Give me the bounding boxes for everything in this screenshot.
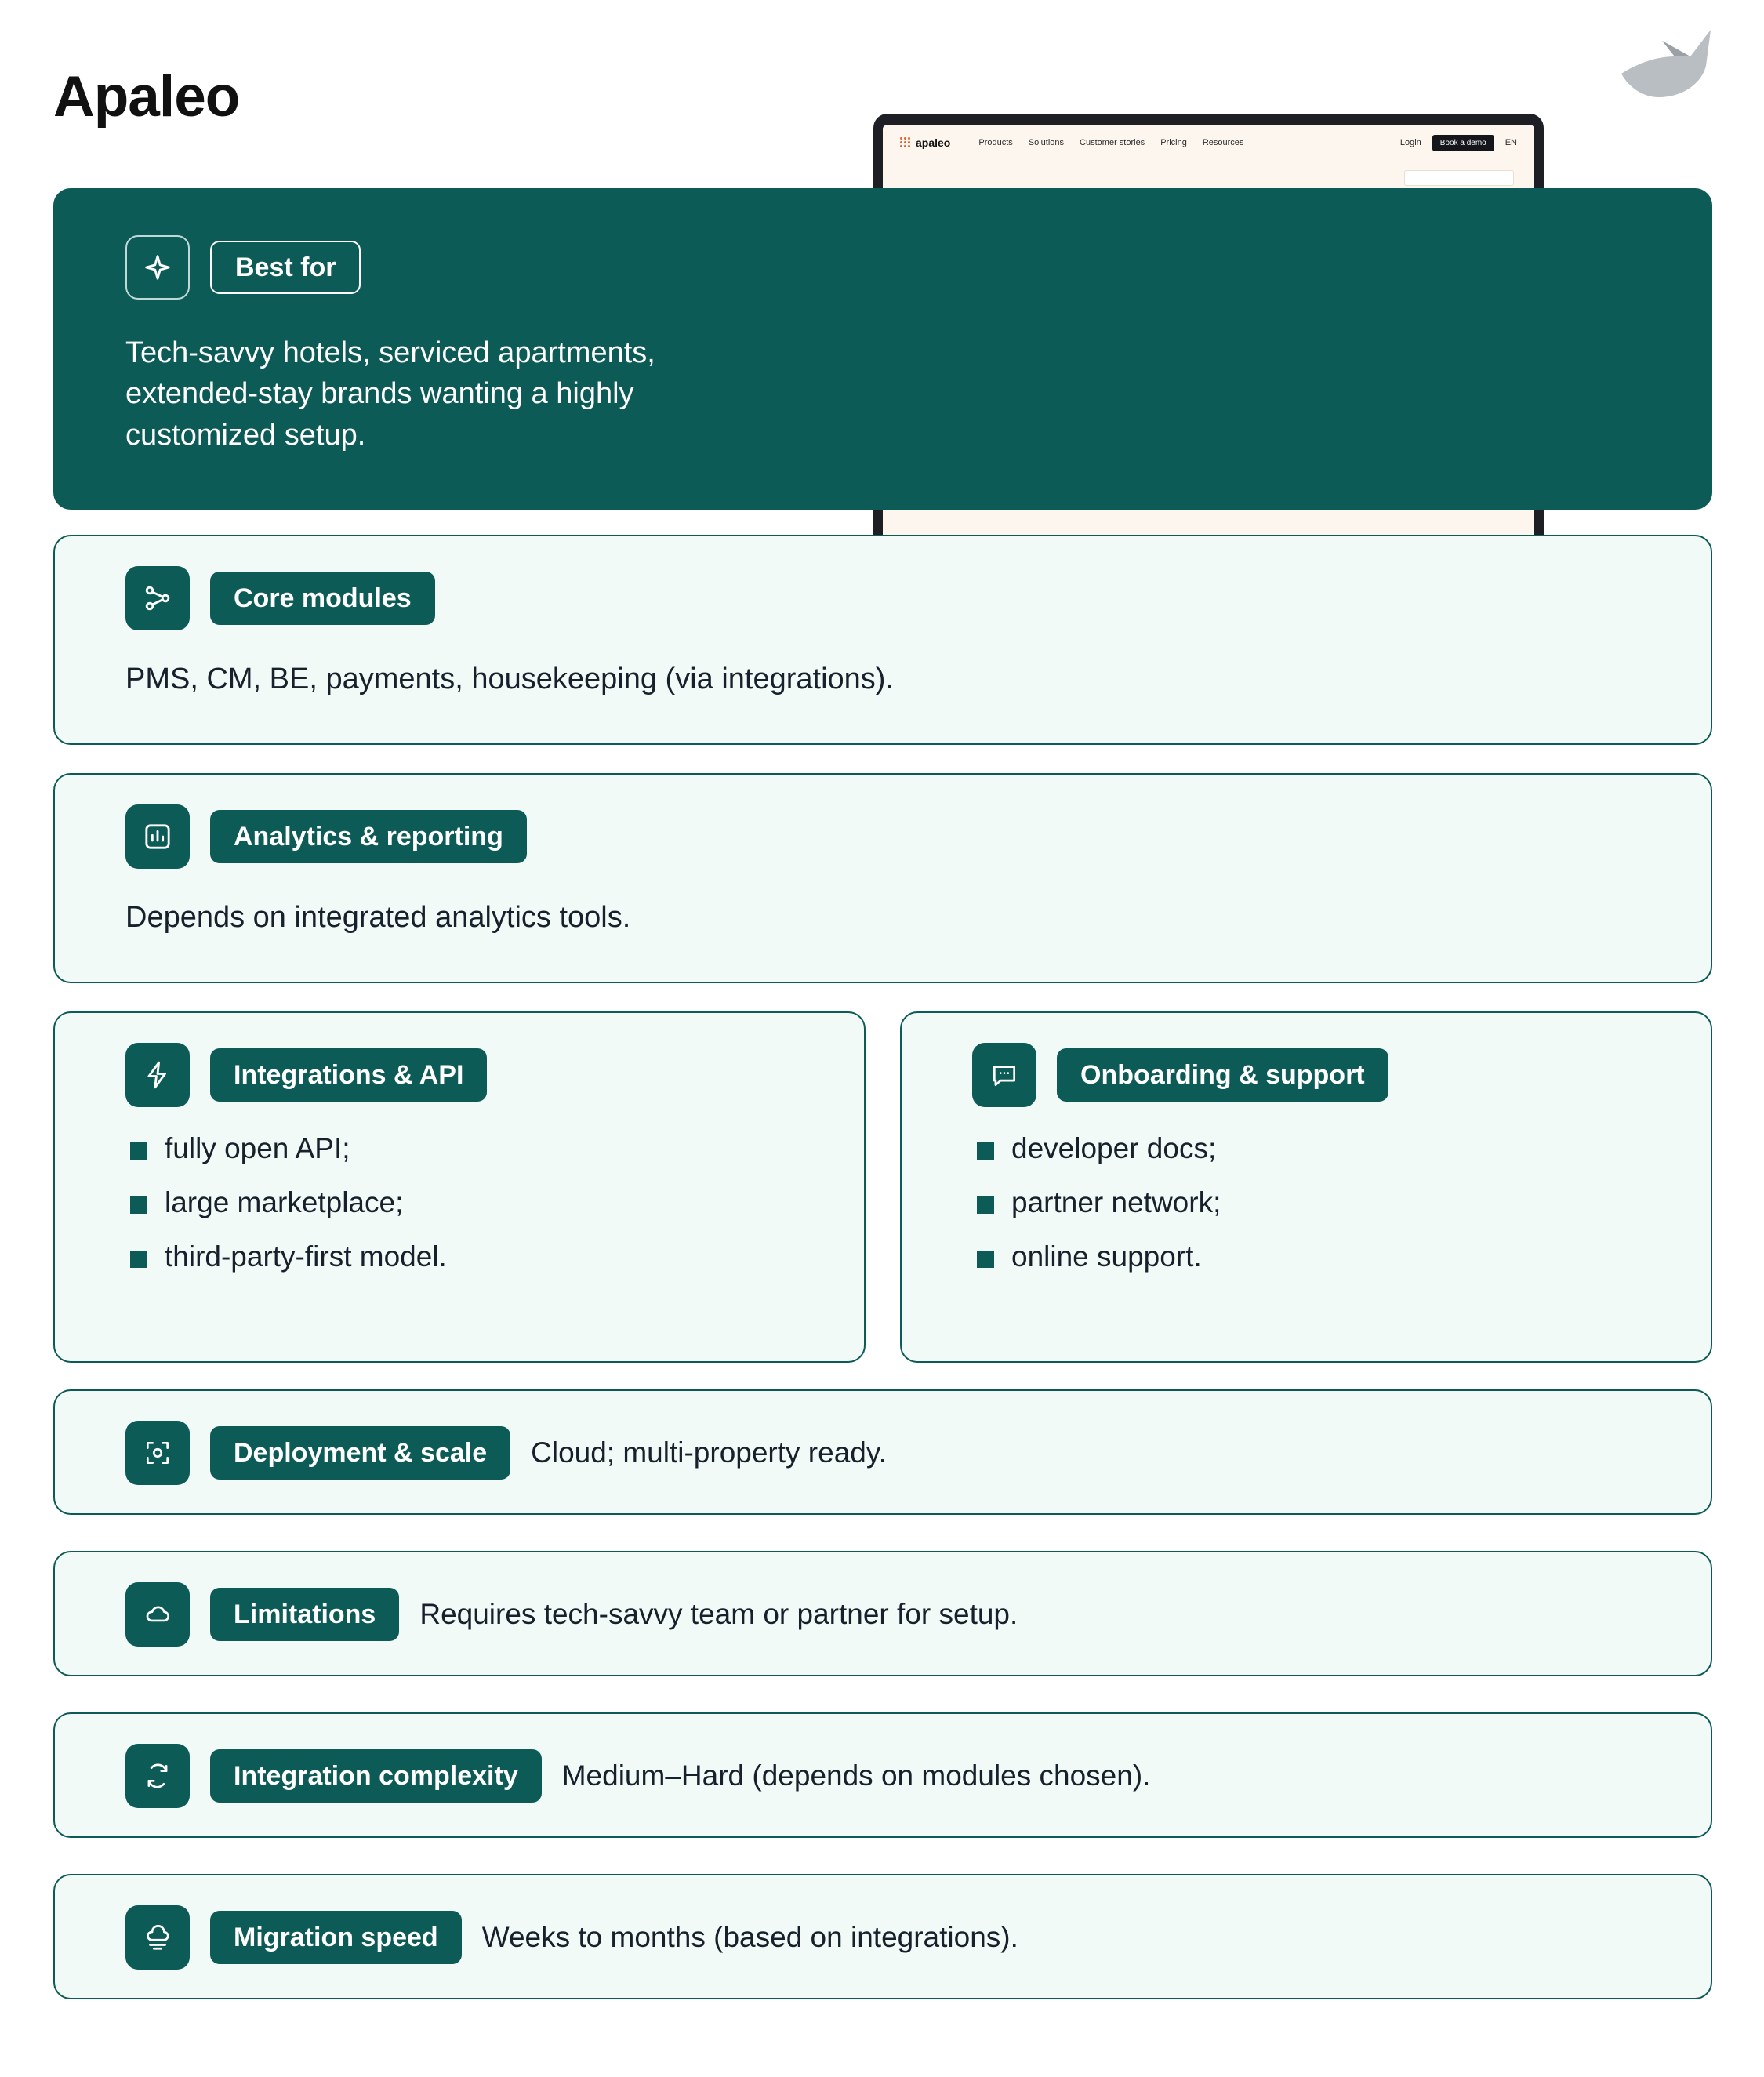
- text-analytics: Depends on integrated analytics tools.: [125, 901, 631, 934]
- list-item: [130, 1134, 864, 1163]
- book-demo-button[interactable]: Book a demo: [1432, 135, 1494, 151]
- bullet-square-icon: [977, 1251, 994, 1268]
- text-integration-complexity: Medium–Hard (depends on modules chosen).: [561, 1759, 1151, 1792]
- label-integration-complexity: Integration complexity: [210, 1749, 542, 1803]
- card-onboarding-support: [900, 1011, 1712, 1363]
- text-limitations: Requires tech-savvy team or partner for setup.: [419, 1598, 1018, 1630]
- cloud-upload-icon: [125, 1905, 190, 1970]
- list-item: [977, 1134, 1711, 1163]
- list-item: [977, 1188, 1711, 1217]
- card-limitations: [53, 1551, 1712, 1676]
- label-deployment-scale: Deployment & scale: [210, 1426, 510, 1480]
- cloud-icon: [125, 1582, 190, 1647]
- label-integrations-api: Integrations & API: [210, 1048, 487, 1102]
- label-analytics: Analytics & reporting: [210, 810, 527, 863]
- bird-logo-icon: [1615, 22, 1715, 108]
- list-item-label: developer docs;: [1011, 1132, 1217, 1164]
- site-name: apaleo: [916, 136, 951, 149]
- list-item: [977, 1242, 1711, 1271]
- bullet-square-icon: [130, 1251, 147, 1268]
- chart-icon: [125, 804, 190, 869]
- text-deployment-scale: Cloud; multi-property ready.: [531, 1436, 887, 1469]
- list-item-label: partner network;: [1011, 1186, 1221, 1218]
- nav-link-solutions[interactable]: Solutions: [1028, 138, 1065, 147]
- refresh-icon: [125, 1744, 190, 1808]
- list-item: [130, 1188, 864, 1217]
- label-core-modules: Core modules: [210, 572, 435, 625]
- site-navbar: [883, 125, 1534, 161]
- label-migration-speed: Migration speed: [210, 1911, 462, 1964]
- card-best-for: [53, 188, 1712, 510]
- card-integration-complexity: [53, 1712, 1712, 1838]
- list-item-label: fully open API;: [165, 1132, 350, 1164]
- bullet-square-icon: [130, 1196, 147, 1214]
- card-deployment-scale: [53, 1389, 1712, 1515]
- text-best-for: Tech-savvy hotels, serviced apartments, extended-stay brands wanting a highly customized setup.: [125, 336, 655, 452]
- chat-icon: [972, 1043, 1036, 1107]
- bullet-square-icon: [977, 1196, 994, 1214]
- list-item: [130, 1242, 864, 1271]
- nav-link-customer-stories[interactable]: Customer stories: [1080, 138, 1145, 147]
- text-core-modules: PMS, CM, BE, payments, housekeeping (via integrations).: [125, 663, 895, 695]
- bolt-icon: [125, 1043, 190, 1107]
- list-item-label: online support.: [1011, 1240, 1202, 1273]
- card-migration-speed: [53, 1874, 1712, 1999]
- bullet-square-icon: [977, 1142, 994, 1160]
- list-item-label: large marketplace;: [165, 1186, 404, 1218]
- search-input[interactable]: [1404, 170, 1514, 186]
- nav-link-resources[interactable]: Resources: [1202, 138, 1244, 147]
- bullet-square-icon: [130, 1142, 147, 1160]
- label-limitations: Limitations: [210, 1588, 399, 1641]
- page-title: Apaleo: [53, 65, 240, 129]
- nav-links: [978, 138, 1243, 147]
- list-item-label: third-party-first model.: [165, 1240, 447, 1273]
- nodes-icon: [125, 566, 190, 630]
- frame-icon: [125, 1421, 190, 1485]
- label-onboarding-support: Onboarding & support: [1057, 1048, 1388, 1102]
- nav-right: [1400, 135, 1517, 151]
- label-best-for: Best for: [210, 241, 361, 294]
- dots-grid-icon: [900, 137, 911, 148]
- list-onboarding-support: [977, 1134, 1711, 1271]
- nav-link-pricing[interactable]: Pricing: [1160, 138, 1187, 147]
- card-core-modules: [53, 535, 1712, 745]
- login-link[interactable]: Login: [1399, 138, 1421, 147]
- list-integrations-api: [130, 1134, 864, 1271]
- card-analytics: [53, 773, 1712, 983]
- text-migration-speed: Weeks to months (based on integrations).: [481, 1921, 1018, 1953]
- language-selector[interactable]: EN: [1504, 138, 1517, 147]
- nav-link-products[interactable]: Products: [978, 138, 1013, 147]
- apaleo-logo: [900, 136, 950, 149]
- card-integrations-api: [53, 1011, 866, 1363]
- sparkle-icon: [125, 235, 190, 300]
